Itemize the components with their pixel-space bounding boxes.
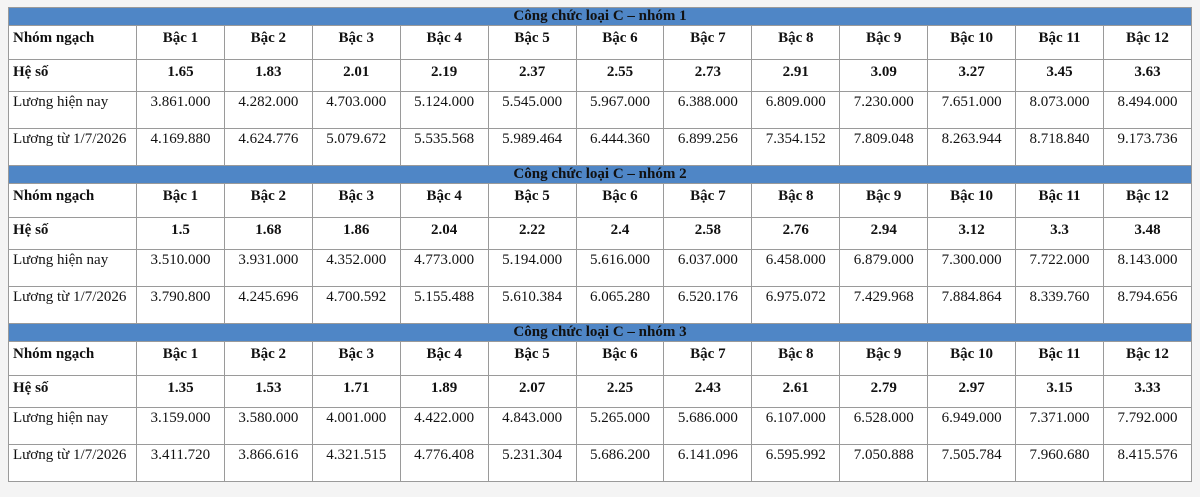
row-label-group: Nhóm ngạch (9, 184, 137, 218)
level-header: Bậc 10 (928, 342, 1016, 376)
coefficient-value: 1.5 (137, 218, 225, 250)
salary-2026-value: 7.884.864 (928, 287, 1016, 324)
coefficient-value: 1.89 (400, 376, 488, 408)
salary-2026-value: 9.173.736 (1103, 129, 1191, 166)
group-title: Công chức loại C – nhóm 1 (9, 8, 1192, 26)
current-salary-value: 6.107.000 (752, 408, 840, 445)
salary-2026-value: 7.354.152 (752, 129, 840, 166)
salary-2026-value: 5.989.464 (488, 129, 576, 166)
salary-2026-value: 4.700.592 (312, 287, 400, 324)
current-salary-value: 5.124.000 (400, 92, 488, 129)
current-salary-row (9, 250, 1192, 287)
salary-2026-value: 5.610.384 (488, 287, 576, 324)
coefficient-value: 3.27 (928, 60, 1016, 92)
current-salary-row (9, 408, 1192, 445)
current-salary-value: 6.458.000 (752, 250, 840, 287)
level-header: Bậc 8 (752, 342, 840, 376)
coefficient-value: 2.19 (400, 60, 488, 92)
salary-2026-value: 5.155.488 (400, 287, 488, 324)
salary-2026-value: 8.415.576 (1103, 445, 1191, 482)
level-header: Bậc 12 (1103, 184, 1191, 218)
row-label-current-salary: Lương hiện nay (9, 250, 137, 287)
salary-2026-value: 3.866.616 (224, 445, 312, 482)
level-header-row (9, 342, 1192, 376)
level-header: Bậc 12 (1103, 26, 1191, 60)
salary-2026-value: 6.065.280 (576, 287, 664, 324)
level-header: Bậc 5 (488, 184, 576, 218)
level-header: Bậc 2 (224, 26, 312, 60)
coefficient-value: 2.76 (752, 218, 840, 250)
level-header: Bậc 7 (664, 342, 752, 376)
salary-2026-value: 7.505.784 (928, 445, 1016, 482)
level-header: Bậc 9 (840, 342, 928, 376)
current-salary-value: 3.580.000 (224, 408, 312, 445)
current-salary-value: 5.616.000 (576, 250, 664, 287)
coefficient-value: 2.25 (576, 376, 664, 408)
coefficient-row (9, 376, 1192, 408)
salary-2026-value: 4.321.515 (312, 445, 400, 482)
row-label-group: Nhóm ngạch (9, 342, 137, 376)
salary-2026-value: 6.899.256 (664, 129, 752, 166)
salary-2026-value: 5.079.672 (312, 129, 400, 166)
coefficient-value: 2.97 (928, 376, 1016, 408)
coefficient-value: 2.55 (576, 60, 664, 92)
coefficient-value: 2.07 (488, 376, 576, 408)
current-salary-value: 6.528.000 (840, 408, 928, 445)
group-title-row (9, 166, 1192, 184)
salary-2026-value: 5.231.304 (488, 445, 576, 482)
level-header: Bậc 1 (137, 26, 225, 60)
current-salary-value: 5.265.000 (576, 408, 664, 445)
row-label-salary-2026: Lương từ 1/7/2026 (9, 287, 137, 324)
current-salary-value: 5.545.000 (488, 92, 576, 129)
level-header: Bậc 5 (488, 26, 576, 60)
coefficient-value: 2.61 (752, 376, 840, 408)
row-label-coefficient: Hệ số (9, 218, 137, 250)
level-header: Bậc 7 (664, 184, 752, 218)
level-header: Bậc 6 (576, 184, 664, 218)
coefficient-value: 1.68 (224, 218, 312, 250)
current-salary-value: 3.159.000 (137, 408, 225, 445)
current-salary-value: 7.651.000 (928, 92, 1016, 129)
coefficient-value: 3.45 (1016, 60, 1104, 92)
level-header: Bậc 4 (400, 184, 488, 218)
coefficient-row (9, 60, 1192, 92)
group-title: Công chức loại C – nhóm 3 (9, 324, 1192, 342)
salary-2026-value: 6.141.096 (664, 445, 752, 482)
current-salary-value: 4.282.000 (224, 92, 312, 129)
coefficient-value: 2.22 (488, 218, 576, 250)
coefficient-value: 2.37 (488, 60, 576, 92)
salary-table (8, 7, 1192, 482)
level-header: Bậc 11 (1016, 184, 1104, 218)
salary-2026-row (9, 129, 1192, 166)
current-salary-value: 6.037.000 (664, 250, 752, 287)
current-salary-value: 7.371.000 (1016, 408, 1104, 445)
current-salary-value: 4.001.000 (312, 408, 400, 445)
salary-2026-value: 6.444.360 (576, 129, 664, 166)
coefficient-value: 1.53 (224, 376, 312, 408)
level-header: Bậc 10 (928, 184, 1016, 218)
salary-2026-value: 4.169.880 (137, 129, 225, 166)
coefficient-value: 3.15 (1016, 376, 1104, 408)
current-salary-value: 7.792.000 (1103, 408, 1191, 445)
coefficient-value: 1.86 (312, 218, 400, 250)
current-salary-value: 3.861.000 (137, 92, 225, 129)
row-label-coefficient: Hệ số (9, 376, 137, 408)
salary-2026-value: 7.960.680 (1016, 445, 1104, 482)
salary-2026-value: 7.429.968 (840, 287, 928, 324)
level-header: Bậc 9 (840, 184, 928, 218)
coefficient-value: 3.48 (1103, 218, 1191, 250)
level-header: Bậc 2 (224, 184, 312, 218)
current-salary-value: 7.230.000 (840, 92, 928, 129)
current-salary-value: 5.686.000 (664, 408, 752, 445)
current-salary-value: 8.494.000 (1103, 92, 1191, 129)
level-header-row (9, 26, 1192, 60)
level-header: Bậc 6 (576, 342, 664, 376)
salary-2026-value: 5.686.200 (576, 445, 664, 482)
salary-2026-value: 8.794.656 (1103, 287, 1191, 324)
coefficient-value: 3.33 (1103, 376, 1191, 408)
level-header: Bậc 11 (1016, 26, 1104, 60)
coefficient-value: 2.73 (664, 60, 752, 92)
current-salary-value: 6.879.000 (840, 250, 928, 287)
salary-2026-value: 6.595.992 (752, 445, 840, 482)
current-salary-value: 5.194.000 (488, 250, 576, 287)
current-salary-value: 6.949.000 (928, 408, 1016, 445)
level-header: Bậc 12 (1103, 342, 1191, 376)
current-salary-value: 4.703.000 (312, 92, 400, 129)
coefficient-value: 2.94 (840, 218, 928, 250)
current-salary-value: 4.352.000 (312, 250, 400, 287)
salary-2026-value: 7.050.888 (840, 445, 928, 482)
group-title-row (9, 324, 1192, 342)
group-title: Công chức loại C – nhóm 2 (9, 166, 1192, 184)
coefficient-value: 2.04 (400, 218, 488, 250)
salary-2026-value: 8.339.760 (1016, 287, 1104, 324)
row-label-coefficient: Hệ số (9, 60, 137, 92)
coefficient-value: 3.09 (840, 60, 928, 92)
row-label-salary-2026: Lương từ 1/7/2026 (9, 129, 137, 166)
current-salary-value: 3.510.000 (137, 250, 225, 287)
coefficient-value: 1.71 (312, 376, 400, 408)
current-salary-value: 7.722.000 (1016, 250, 1104, 287)
level-header: Bậc 4 (400, 342, 488, 376)
current-salary-row (9, 92, 1192, 129)
level-header: Bậc 8 (752, 184, 840, 218)
current-salary-value: 5.967.000 (576, 92, 664, 129)
salary-2026-value: 4.776.408 (400, 445, 488, 482)
salary-2026-row (9, 445, 1192, 482)
current-salary-value: 6.388.000 (664, 92, 752, 129)
level-header: Bậc 3 (312, 342, 400, 376)
coefficient-value: 2.43 (664, 376, 752, 408)
salary-2026-row (9, 287, 1192, 324)
coefficient-value: 2.4 (576, 218, 664, 250)
level-header: Bậc 5 (488, 342, 576, 376)
current-salary-value: 3.931.000 (224, 250, 312, 287)
level-header: Bậc 1 (137, 342, 225, 376)
current-salary-value: 4.843.000 (488, 408, 576, 445)
level-header: Bậc 3 (312, 184, 400, 218)
coefficient-value: 1.35 (137, 376, 225, 408)
salary-2026-value: 7.809.048 (840, 129, 928, 166)
coefficient-value: 2.79 (840, 376, 928, 408)
level-header: Bậc 1 (137, 184, 225, 218)
current-salary-value: 6.809.000 (752, 92, 840, 129)
level-header: Bậc 4 (400, 26, 488, 60)
salary-2026-value: 4.245.696 (224, 287, 312, 324)
level-header: Bậc 8 (752, 26, 840, 60)
salary-table-container (8, 7, 1192, 482)
row-label-current-salary: Lương hiện nay (9, 92, 137, 129)
group-title-row (9, 8, 1192, 26)
salary-table-body (9, 8, 1192, 482)
row-label-current-salary: Lương hiện nay (9, 408, 137, 445)
salary-2026-value: 6.975.072 (752, 287, 840, 324)
coefficient-value: 1.83 (224, 60, 312, 92)
salary-2026-value: 3.411.720 (137, 445, 225, 482)
row-label-salary-2026: Lương từ 1/7/2026 (9, 445, 137, 482)
salary-2026-value: 4.624.776 (224, 129, 312, 166)
coefficient-value: 1.65 (137, 60, 225, 92)
salary-2026-value: 6.520.176 (664, 287, 752, 324)
level-header: Bậc 10 (928, 26, 1016, 60)
current-salary-value: 7.300.000 (928, 250, 1016, 287)
level-header: Bậc 2 (224, 342, 312, 376)
salary-2026-value: 3.790.800 (137, 287, 225, 324)
current-salary-value: 4.422.000 (400, 408, 488, 445)
coefficient-value: 3.3 (1016, 218, 1104, 250)
level-header-row (9, 184, 1192, 218)
row-label-group: Nhóm ngạch (9, 26, 137, 60)
salary-2026-value: 5.535.568 (400, 129, 488, 166)
level-header: Bậc 6 (576, 26, 664, 60)
salary-2026-value: 8.263.944 (928, 129, 1016, 166)
coefficient-value: 3.63 (1103, 60, 1191, 92)
current-salary-value: 8.143.000 (1103, 250, 1191, 287)
salary-2026-value: 8.718.840 (1016, 129, 1104, 166)
level-header: Bậc 7 (664, 26, 752, 60)
coefficient-row (9, 218, 1192, 250)
current-salary-value: 4.773.000 (400, 250, 488, 287)
current-salary-value: 8.073.000 (1016, 92, 1104, 129)
level-header: Bậc 11 (1016, 342, 1104, 376)
coefficient-value: 2.58 (664, 218, 752, 250)
level-header: Bậc 3 (312, 26, 400, 60)
coefficient-value: 2.91 (752, 60, 840, 92)
coefficient-value: 3.12 (928, 218, 1016, 250)
coefficient-value: 2.01 (312, 60, 400, 92)
level-header: Bậc 9 (840, 26, 928, 60)
